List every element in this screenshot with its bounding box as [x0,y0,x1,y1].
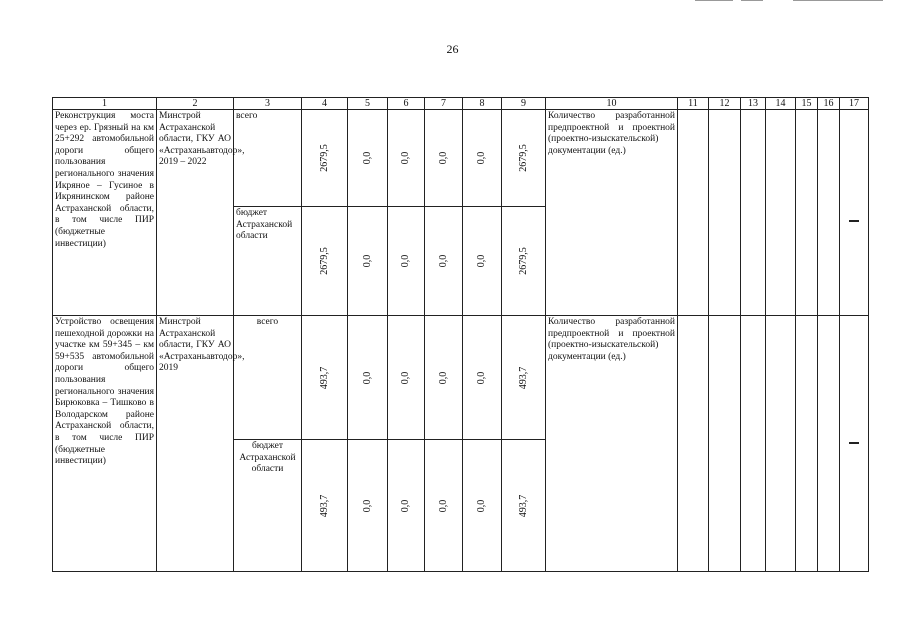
dash-cell [840,110,869,316]
value-text: 2679,5 [318,144,330,172]
funding-source: всего [234,316,302,440]
executor-cell: Минстрой Астраханской области, ГКУ АО «Астраханьавтодор», 2019 – 2022 [157,110,234,316]
value-text: 0,0 [437,371,449,384]
object-description: Устройство освещения пешеходной дорожки на участке км 59+345 – км 59+535 автомобильной дороги общего пользования регионального значения Бирюковка – Тишково в Володарском районе Астраханской области, в том числе ПИР (бюджетные инвестиции) [53,316,157,572]
column-number: 16 [818,98,840,110]
value-cell [348,207,388,316]
column-number: 8 [463,98,502,110]
value-cell [425,316,463,440]
funding-source: всего [234,110,302,207]
column-number: 14 [766,98,796,110]
value-text: 0,0 [400,254,412,268]
value-cell [348,440,388,572]
funding-source: бюджет Астраханской области [234,440,302,572]
column-number: 10 [546,98,678,110]
value-cell [302,316,348,440]
column-number: 1 [53,98,157,110]
value-cell [348,316,388,440]
indicator-cell: Количество разработанной предпроектной и проектной (проектно-изыскательской) документации (ед.) [546,316,678,572]
empty-cell [741,110,766,316]
column-number: 6 [388,98,425,110]
value-text: 0,0 [437,254,449,268]
empty-cell [766,110,796,316]
column-number: 15 [796,98,818,110]
value-cell [502,316,546,440]
column-number: 13 [741,98,766,110]
table-row [53,316,869,440]
empty-cell [766,316,796,572]
value-cell [425,207,463,316]
empty-cell [709,316,741,572]
dash-cell [840,316,869,572]
value-text: 493,7 [517,366,529,389]
column-number: 3 [234,98,302,110]
value-cell [302,207,348,316]
value-cell [463,316,502,440]
scan-marks [695,0,885,2]
value-text: 0,0 [476,254,488,268]
value-text: 0,0 [476,371,488,384]
value-cell [425,110,463,207]
value-text: 2679,5 [318,247,330,275]
value-text: 0,0 [476,499,488,512]
value-text: 0,0 [400,499,412,512]
dash-mark [849,220,859,222]
value-cell [463,207,502,316]
column-number: 7 [425,98,463,110]
value-text: 0,0 [361,371,373,384]
column-number: 5 [348,98,388,110]
column-number: 4 [302,98,348,110]
value-text: 2679,5 [517,144,529,172]
value-cell [388,110,425,207]
object-description: Реконструкция моста через ер. Грязный на км 25+292 автомобильной дороги общего пользования регионального значения Икряное – Гусиное в Икрянинском районе Астраханской области, в том числе ПИР (бюджетные инвестиции) [53,110,157,316]
value-text: 0,0 [361,499,373,512]
dash-mark [849,442,859,444]
value-cell [388,316,425,440]
empty-cell [818,316,840,572]
value-text: 493,7 [318,494,330,517]
value-text: 0,0 [476,151,488,165]
value-cell [425,440,463,572]
value-cell [302,110,348,207]
value-text: 493,7 [318,366,330,389]
value-cell [388,207,425,316]
page-number: 26 [446,42,459,56]
program-table [52,97,869,572]
value-text: 0,0 [437,499,449,512]
value-text: 493,7 [517,494,529,517]
empty-cell [678,110,709,316]
funding-source: бюджет Астраханской области [234,207,302,316]
value-text: 0,0 [361,151,373,165]
value-text: 0,0 [437,151,449,165]
column-number: 17 [840,98,869,110]
value-cell [463,110,502,207]
value-cell [502,207,546,316]
empty-cell [741,316,766,572]
column-number: 2 [157,98,234,110]
executor-cell: Минстрой Астраханской области, ГКУ АО «Астраханьавтодор», 2019 [157,316,234,572]
empty-cell [678,316,709,572]
value-cell [348,110,388,207]
value-text: 2679,5 [517,247,529,275]
indicator-cell: Количество разработанной предпроектной и проектной (проектно-изыскательской) документации (ед.) [546,110,678,316]
empty-cell [796,316,818,572]
empty-cell [709,110,741,316]
value-cell [502,110,546,207]
empty-cell [818,110,840,316]
empty-cell [796,110,818,316]
value-cell [388,440,425,572]
value-cell [502,440,546,572]
column-number: 11 [678,98,709,110]
value-text: 0,0 [400,371,412,384]
value-cell [302,440,348,572]
column-number: 9 [502,98,546,110]
value-text: 0,0 [361,254,373,268]
column-number: 12 [709,98,741,110]
value-text: 0,0 [400,151,412,165]
column-number-row [53,98,869,110]
value-cell [463,440,502,572]
table-row [53,110,869,207]
